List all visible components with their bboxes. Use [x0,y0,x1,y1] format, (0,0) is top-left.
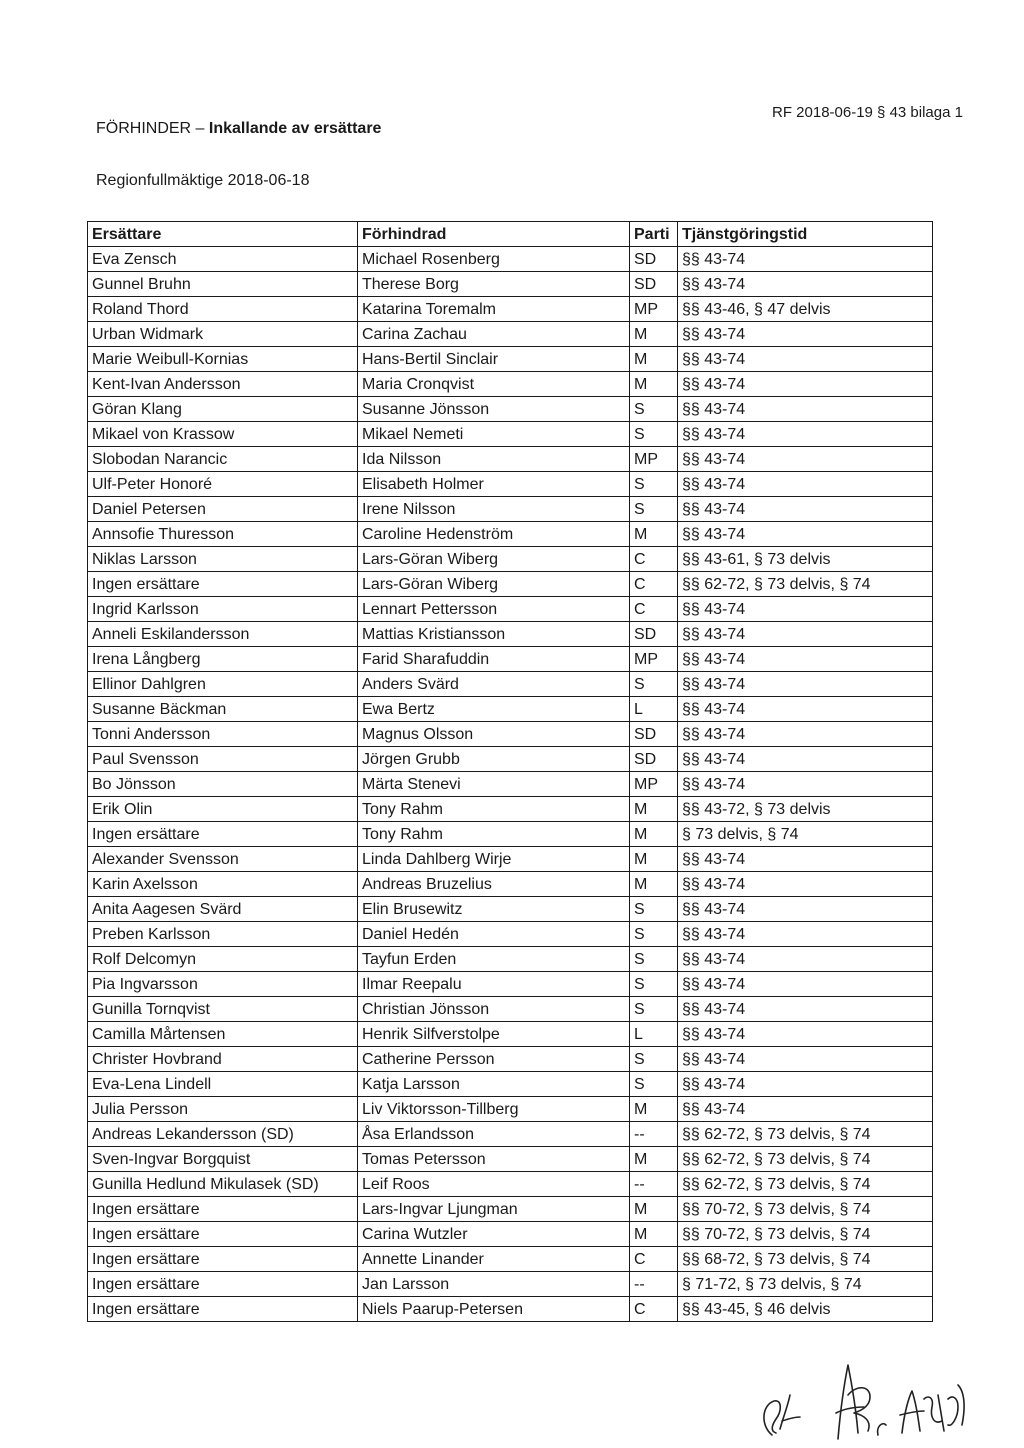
service-time-cell: §§ 43-74 [678,672,933,697]
substitute-cell: Mikael von Krassow [88,422,358,447]
substitute-cell: Ingen ersättare [88,822,358,847]
table-row [88,547,933,572]
service-time-cell: §§ 43-45, § 46 delvis [678,1297,933,1322]
service-time-cell: §§ 43-74 [678,472,933,497]
column-header-substitute: Ersättare [88,222,358,247]
table-row [88,1047,933,1072]
service-time-cell: §§ 43-74 [678,397,933,422]
table-row [88,947,933,972]
absent-member-cell: Tomas Petersson [358,1147,630,1172]
party-cell: S [630,922,678,947]
table-row [88,1272,933,1297]
party-cell: -- [630,1272,678,1297]
absent-member-cell: Magnus Olsson [358,722,630,747]
absent-member-cell: Jan Larsson [358,1272,630,1297]
absent-member-cell: Daniel Hedén [358,922,630,947]
service-time-cell: §§ 43-74 [678,897,933,922]
table-header-row [88,222,933,247]
absent-member-cell: Ida Nilsson [358,447,630,472]
table-row [88,797,933,822]
party-cell: M [630,1147,678,1172]
table-row [88,722,933,747]
substitute-cell: Göran Klang [88,397,358,422]
table-row [88,447,933,472]
table-row [88,747,933,772]
substitute-cell: Sven-Ingvar Borgquist [88,1147,358,1172]
party-cell: MP [630,447,678,472]
title-emphasis: Inkallande av ersättare [208,120,382,137]
party-cell: C [630,1297,678,1322]
substitute-cell: Niklas Larsson [88,547,358,572]
absent-member-cell: Mattias Kristiansson [358,622,630,647]
service-time-cell: §§ 43-74 [678,497,933,522]
party-cell: -- [630,1172,678,1197]
table-row [88,597,933,622]
absent-member-cell: Ewa Bertz [358,697,630,722]
absent-member-cell: Åsa Erlandsson [358,1122,630,1147]
service-time-cell: §§ 43-74 [678,422,933,447]
party-cell: M [630,522,678,547]
service-time-cell: §§ 43-74 [678,847,933,872]
substitute-cell: Marie Weibull-Kornias [88,347,358,372]
substitute-cell: Tonni Andersson [88,722,358,747]
party-cell: C [630,547,678,572]
table-row [88,972,933,997]
substitute-cell: Ingen ersättare [88,1247,358,1272]
table-row [88,1097,933,1122]
table-row [88,272,933,297]
service-time-cell: §§ 43-74 [678,647,933,672]
substitute-cell: Preben Karlsson [88,922,358,947]
absent-member-cell: Tony Rahm [358,822,630,847]
service-time-cell: §§ 43-74 [678,972,933,997]
absent-member-cell: Ilmar Reepalu [358,972,630,997]
absent-member-cell: Tony Rahm [358,797,630,822]
party-cell: SD [630,722,678,747]
substitute-cell: Ingrid Karlsson [88,597,358,622]
substitute-cell: Erik Olin [88,797,358,822]
service-time-cell: §§ 62-72, § 73 delvis, § 74 [678,1172,933,1197]
service-time-cell: §§ 43-72, § 73 delvis [678,797,933,822]
table-row [88,247,933,272]
service-time-cell: §§ 43-74 [678,597,933,622]
substitute-cell: Christer Hovbrand [88,1047,358,1072]
document-reference: RF 2018-06-19 § 43 bilaga 1 [772,104,963,121]
party-cell: SD [630,622,678,647]
absent-member-cell: Hans-Bertil Sinclair [358,347,630,372]
table-row [88,672,933,697]
party-cell: -- [630,1122,678,1147]
service-time-cell: §§ 43-46, § 47 delvis [678,297,933,322]
table-row [88,1197,933,1222]
party-cell: M [630,797,678,822]
service-time-cell: § 71-72, § 73 delvis, § 74 [678,1272,933,1297]
service-time-cell: §§ 43-74 [678,1072,933,1097]
party-cell: M [630,1097,678,1122]
absent-member-cell: Michael Rosenberg [358,247,630,272]
table-row [88,522,933,547]
table-row [88,322,933,347]
table-row [88,1297,933,1322]
party-cell: L [630,1022,678,1047]
table-body [88,247,933,1322]
service-time-cell: §§ 43-74 [678,1047,933,1072]
substitute-cell: Gunnel Bruhn [88,272,358,297]
absent-member-cell: Elin Brusewitz [358,897,630,922]
substitute-cell: Gunilla Tornqvist [88,997,358,1022]
substitute-cell: Andreas Lekandersson (SD) [88,1122,358,1147]
absent-member-cell: Lars-Göran Wiberg [358,572,630,597]
service-time-cell: §§ 62-72, § 73 delvis, § 74 [678,1122,933,1147]
table-row [88,1122,933,1147]
table-row [88,697,933,722]
substitute-cell: Paul Svensson [88,747,358,772]
party-cell: S [630,397,678,422]
service-time-cell: § 73 delvis, § 74 [678,822,933,847]
service-time-cell: §§ 43-74 [678,622,933,647]
substitute-cell: Susanne Bäckman [88,697,358,722]
table-row [88,772,933,797]
absent-member-cell: Anders Svärd [358,672,630,697]
table-row [88,1022,933,1047]
party-cell: S [630,497,678,522]
party-cell: M [630,872,678,897]
service-time-cell: §§ 43-74 [678,722,933,747]
absent-member-cell: Katarina Toremalm [358,297,630,322]
service-time-cell: §§ 43-74 [678,697,933,722]
table-row [88,872,933,897]
service-time-cell: §§ 43-74 [678,522,933,547]
table-row [88,622,933,647]
substitute-cell: Anneli Eskilandersson [88,622,358,647]
service-time-cell: §§ 43-74 [678,1097,933,1122]
absent-member-cell: Liv Viktorsson-Tillberg [358,1097,630,1122]
table-row [88,397,933,422]
service-time-cell: §§ 70-72, § 73 delvis, § 74 [678,1222,933,1247]
table-row [88,572,933,597]
party-cell: S [630,972,678,997]
table-row [88,1172,933,1197]
substitute-cell: Daniel Petersen [88,497,358,522]
substitute-cell: Kent-Ivan Andersson [88,372,358,397]
absent-member-cell: Annette Linander [358,1247,630,1272]
party-cell: MP [630,647,678,672]
absent-member-cell: Mikael Nemeti [358,422,630,447]
party-cell: M [630,847,678,872]
absent-member-cell: Carina Zachau [358,322,630,347]
service-time-cell: §§ 43-74 [678,322,933,347]
absent-member-cell: Henrik Silfverstolpe [358,1022,630,1047]
substitute-cell: Annsofie Thuresson [88,522,358,547]
party-cell: C [630,1247,678,1272]
absent-member-cell: Leif Roos [358,1172,630,1197]
service-time-cell: §§ 43-74 [678,922,933,947]
absent-member-cell: Caroline Hedenström [358,522,630,547]
table-row [88,297,933,322]
substitute-cell: Ingen ersättare [88,1297,358,1322]
table-row [88,897,933,922]
party-cell: S [630,672,678,697]
service-time-cell: §§ 43-74 [678,872,933,897]
absent-member-cell: Farid Sharafuddin [358,647,630,672]
service-time-cell: §§ 43-74 [678,947,933,972]
absent-member-cell: Lennart Pettersson [358,597,630,622]
substitutes-table [87,221,933,1322]
substitute-cell: Anita Aagesen Svärd [88,897,358,922]
party-cell: L [630,697,678,722]
party-cell: M [630,347,678,372]
party-cell: M [630,1197,678,1222]
substitute-cell: Camilla Mårtensen [88,1022,358,1047]
substitute-cell: Eva Zensch [88,247,358,272]
substitute-cell: Ingen ersättare [88,572,358,597]
service-time-cell: §§ 43-74 [678,272,933,297]
substitute-cell: Irena Långberg [88,647,358,672]
service-time-cell: §§ 43-61, § 73 delvis [678,547,933,572]
table-row [88,347,933,372]
party-cell: S [630,1072,678,1097]
absent-member-cell: Elisabeth Holmer [358,472,630,497]
service-time-cell: §§ 68-72, § 73 delvis, § 74 [678,1247,933,1272]
absent-member-cell: Lars-Göran Wiberg [358,547,630,572]
service-time-cell: §§ 43-74 [678,372,933,397]
absent-member-cell: Therese Borg [358,272,630,297]
document-title [96,120,381,138]
column-header-party: Parti [630,222,678,247]
party-cell: C [630,597,678,622]
table-row [88,472,933,497]
party-cell: S [630,422,678,447]
substitute-cell: Pia Ingvarsson [88,972,358,997]
substitute-cell: Urban Widmark [88,322,358,347]
substitute-cell: Karin Axelsson [88,872,358,897]
absent-member-cell: Christian Jönsson [358,997,630,1022]
substitute-cell: Gunilla Hedlund Mikulasek (SD) [88,1172,358,1197]
substitute-cell: Ellinor Dahlgren [88,672,358,697]
substitute-cell: Alexander Svensson [88,847,358,872]
service-time-cell: §§ 62-72, § 73 delvis, § 74 [678,572,933,597]
substitute-cell: Rolf Delcomyn [88,947,358,972]
party-cell: S [630,997,678,1022]
title-prefix: FÖRHINDER – [96,120,209,137]
table-row [88,922,933,947]
party-cell: M [630,372,678,397]
column-header-service-time: Tjänstgöringstid [678,222,933,247]
substitute-cell: Ingen ersättare [88,1197,358,1222]
table-row [88,822,933,847]
table-row [88,497,933,522]
service-time-cell: §§ 43-74 [678,772,933,797]
substitute-cell: Ingen ersättare [88,1272,358,1297]
party-cell: SD [630,272,678,297]
party-cell: SD [630,247,678,272]
party-cell: S [630,947,678,972]
absent-member-cell: Niels Paarup-Petersen [358,1297,630,1322]
party-cell: C [630,572,678,597]
absent-member-cell: Susanne Jönsson [358,397,630,422]
handwritten-initials [752,1355,992,1440]
table-row [88,847,933,872]
substitute-cell: Eva-Lena Lindell [88,1072,358,1097]
absent-member-cell: Jörgen Grubb [358,747,630,772]
party-cell: M [630,822,678,847]
substitute-cell: Julia Persson [88,1097,358,1122]
table-row [88,372,933,397]
party-cell: MP [630,772,678,797]
table-row [88,1222,933,1247]
substitute-cell: Slobodan Narancic [88,447,358,472]
table-row [88,422,933,447]
service-time-cell: §§ 43-74 [678,447,933,472]
absent-member-cell: Lars-Ingvar Ljungman [358,1197,630,1222]
absent-member-cell: Märta Stenevi [358,772,630,797]
absent-member-cell: Tayfun Erden [358,947,630,972]
service-time-cell: §§ 62-72, § 73 delvis, § 74 [678,1147,933,1172]
service-time-cell: §§ 43-74 [678,1022,933,1047]
absent-member-cell: Carina Wutzler [358,1222,630,1247]
party-cell: SD [630,747,678,772]
service-time-cell: §§ 43-74 [678,747,933,772]
service-time-cell: §§ 43-74 [678,247,933,272]
party-cell: M [630,1222,678,1247]
service-time-cell: §§ 43-74 [678,997,933,1022]
absent-member-cell: Maria Cronqvist [358,372,630,397]
column-header-absent-member: Förhindrad [358,222,630,247]
service-time-cell: §§ 70-72, § 73 delvis, § 74 [678,1197,933,1222]
party-cell: S [630,1047,678,1072]
meeting-name: Regionfullmäktige 2018-06-18 [96,172,310,189]
service-time-cell: §§ 43-74 [678,347,933,372]
table-row [88,997,933,1022]
absent-member-cell: Irene Nilsson [358,497,630,522]
absent-member-cell: Andreas Bruzelius [358,872,630,897]
party-cell: S [630,472,678,497]
table-row [88,1072,933,1097]
substitute-cell: Ulf-Peter Honoré [88,472,358,497]
table-row [88,1147,933,1172]
table-row [88,1247,933,1272]
party-cell: S [630,897,678,922]
party-cell: M [630,322,678,347]
table-row [88,647,933,672]
substitute-cell: Bo Jönsson [88,772,358,797]
substitute-cell: Roland Thord [88,297,358,322]
absent-member-cell: Katja Larsson [358,1072,630,1097]
substitute-cell: Ingen ersättare [88,1222,358,1247]
absent-member-cell: Linda Dahlberg Wirje [358,847,630,872]
party-cell: MP [630,297,678,322]
absent-member-cell: Catherine Persson [358,1047,630,1072]
